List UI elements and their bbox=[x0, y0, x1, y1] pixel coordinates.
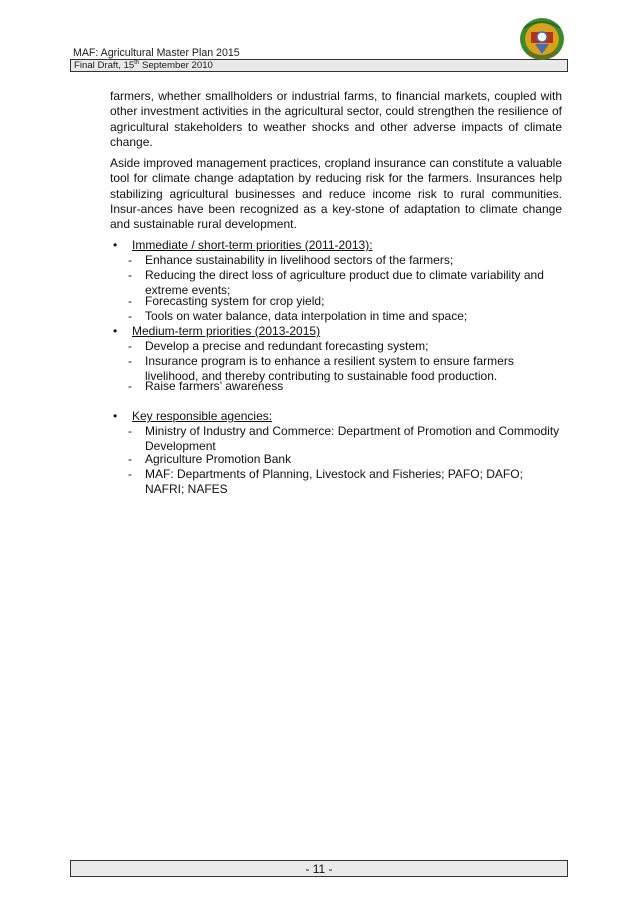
dash-marker: - bbox=[128, 467, 132, 481]
section-label-short-term: Immediate / short-term priorities (2011-2013): bbox=[132, 238, 373, 252]
draft-date bbox=[74, 60, 213, 72]
list-item: Enhance sustainability in livelihood sectors of the farmers; bbox=[145, 253, 454, 267]
document-title: MAF: Agricultural Master Plan 2015 bbox=[73, 47, 240, 59]
list-item: Ministry of Industry and Commerce: Department of Promotion and Commodity Development bbox=[145, 424, 560, 453]
bullet-icon: • bbox=[113, 238, 118, 252]
list-item: Forecasting system for crop yield; bbox=[145, 294, 325, 308]
list-item: Develop a precise and redundant forecasting system; bbox=[145, 339, 429, 353]
dash-marker: - bbox=[128, 268, 132, 282]
list-item: Reducing the direct loss of agriculture product due to climate variability and extreme events; bbox=[145, 268, 544, 297]
bullet-icon: • bbox=[113, 324, 118, 338]
dash-marker: - bbox=[128, 309, 132, 323]
paragraph-cropland-insurance: Aside improved management practices, cropland insurance can constitute a valuable tool for climate change adaptation by reducing risk for the farmers. Insurances help stabilizing agricultural businesses and reduce income risk to rural communities. Insur-ances have been recognized as a key-stone of adaptation to climate change and sustainable rural development. bbox=[110, 156, 562, 232]
list-item: MAF: Departments of Planning, Livestock and Fisheries; PAFO; DAFO; NAFRI; NAFES bbox=[145, 467, 523, 496]
dash-marker: - bbox=[128, 354, 132, 368]
list-item: Raise farmers’ awareness bbox=[145, 379, 284, 393]
agriculture-emblem-icon bbox=[517, 14, 567, 62]
draft-date-suffix: September 2010 bbox=[139, 60, 213, 71]
page-footer bbox=[70, 860, 568, 877]
section-label-agencies: Key responsible agencies: bbox=[132, 409, 273, 423]
page-number: - 11 - bbox=[305, 862, 333, 876]
draft-date-prefix: Final Draft, 15 bbox=[74, 60, 135, 71]
list-item: Agriculture Promotion Bank bbox=[145, 452, 292, 466]
dash-marker: - bbox=[128, 294, 132, 308]
bullet-icon: • bbox=[113, 409, 118, 423]
dash-marker: - bbox=[128, 379, 132, 393]
dash-marker: - bbox=[128, 452, 132, 466]
header-subtitle-box bbox=[70, 59, 568, 72]
list-item: Insurance program is to enhance a resilient system to ensure farmers livelihood, and thereby contributing to sustainable food production. bbox=[145, 354, 514, 383]
draft-date-ordinal: th bbox=[134, 60, 140, 66]
dash-marker: - bbox=[128, 339, 132, 353]
section-label-medium-term: Medium-term priorities (2013-2015) bbox=[132, 324, 321, 338]
paragraph-financial-markets: farmers, whether smallholders or industrial farms, to financial markets, coupled with other investment activities in the agricultural sector, could strengthen the resilience of agricultural stakeholders to weather shocks and other adverse impacts of climate change. bbox=[110, 89, 562, 149]
dash-marker: - bbox=[128, 424, 132, 438]
dash-marker: - bbox=[128, 253, 132, 267]
list-item: Tools on water balance, data interpolation in time and space; bbox=[145, 309, 468, 323]
